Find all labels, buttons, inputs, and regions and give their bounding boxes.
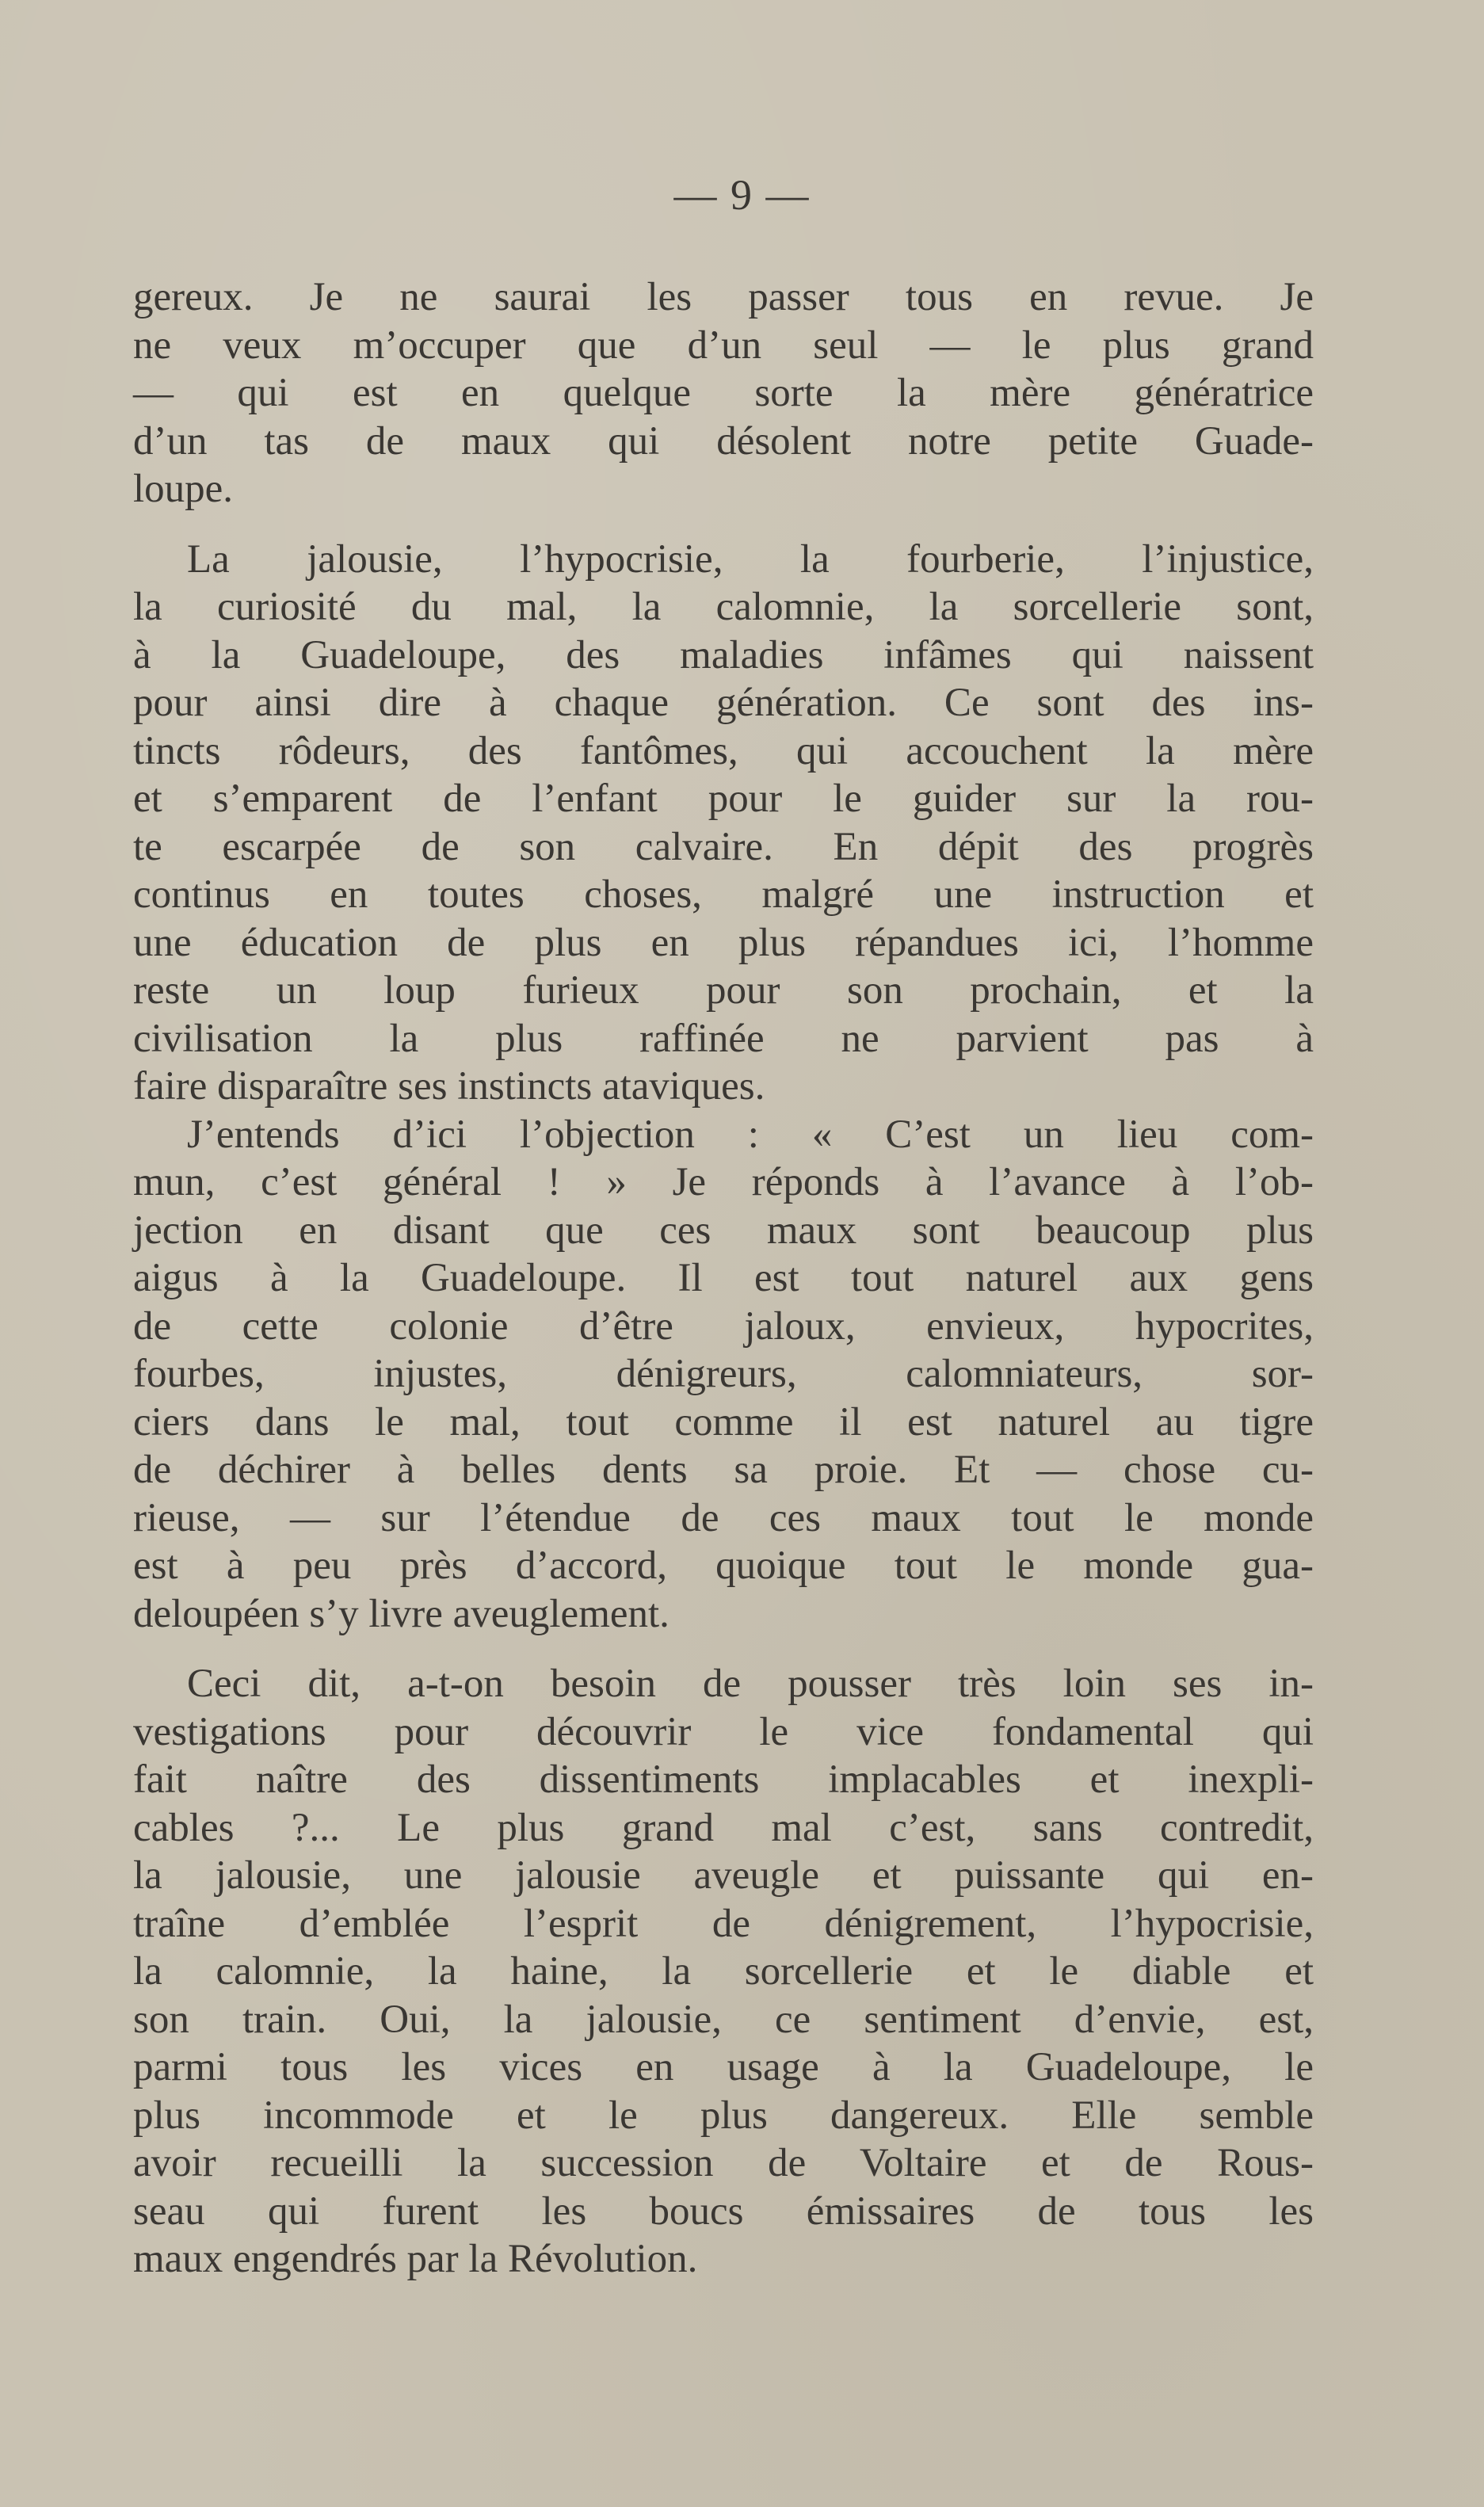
text-line: La jalousie, l’hypocrisie, la fourberie, l’injustice, bbox=[187, 536, 1314, 582]
text-line: faire disparaître ses instincts ataviques. bbox=[133, 1064, 765, 1108]
paragraph bbox=[133, 273, 1314, 513]
text-line: deloupéen s’y livre aveuglement. bbox=[133, 1591, 670, 1636]
text-line: ne veux m’occuper que d’un seul — le plus grand bbox=[133, 322, 1314, 368]
text-line: pour ainsi dire à chaque génération. Ce sont des ins- bbox=[133, 681, 1314, 725]
text-line: cables ?... Le plus grand mal c’est, sans contredit, bbox=[133, 1805, 1314, 1850]
text-line: maux engendrés par la Révolution. bbox=[133, 2237, 698, 2281]
text-line: parmi tous les vices en usage à la Guadeloupe, le bbox=[133, 2045, 1314, 2089]
text-line: jection en disant que ces maux sont beaucoup plus bbox=[133, 1208, 1314, 1253]
text-line: de cette colonie d’être jaloux, envieux, hypocrites, bbox=[133, 1303, 1314, 1349]
text-line: civilisation la plus raffinée ne parvient pas à bbox=[133, 1016, 1314, 1061]
text-line: de déchirer à belles dents sa proie. Et — chose cu- bbox=[133, 1448, 1314, 1492]
text-line: — qui est en quelque sorte la mère génératrice bbox=[133, 371, 1314, 415]
text-line: J’entends d’ici l’objection : « C’est un lieu com- bbox=[187, 1112, 1314, 1157]
text-line: son train. Oui, la jalousie, ce sentiment d’envie, est, bbox=[133, 1997, 1314, 2042]
text-line: ciers dans le mal, tout comme il est naturel au tigre bbox=[133, 1399, 1314, 1444]
text-line: à la Guadeloupe, des maladies infâmes qui naissent bbox=[133, 632, 1314, 677]
text-line: plus incommode et le plus dangereux. Elle semble bbox=[133, 2093, 1314, 2138]
text-line: une éducation de plus en plus répandues ici, l’homme bbox=[133, 920, 1314, 965]
paragraph bbox=[133, 1660, 1314, 2284]
text-line: la calomnie, la haine, la sorcellerie et le diable et bbox=[133, 1949, 1314, 1994]
paragraph bbox=[133, 536, 1314, 1111]
text-line: fait naître des dissentiments implacables et inexpli- bbox=[133, 1757, 1314, 1802]
page-number: — 9 — bbox=[673, 171, 811, 219]
text-line: loupe. bbox=[133, 467, 234, 511]
text-line: Ceci dit, a-t-on besoin de pousser très loin ses in- bbox=[187, 1662, 1314, 1706]
text-line: continus en toutes choses, malgré une instruction et bbox=[133, 872, 1314, 917]
text-line: et s’emparent de l’enfant pour le guider sur la rou- bbox=[133, 777, 1314, 821]
body-text bbox=[133, 273, 1314, 2284]
text-line: seau qui furent les boucs émissaires de tous les bbox=[133, 2188, 1314, 2234]
text-line: d’un tas de maux qui désolent notre petite Guade- bbox=[133, 418, 1314, 464]
paragraph bbox=[133, 1111, 1314, 1639]
text-line: fourbes, injustes, dénigreurs, calomniateurs, sor- bbox=[133, 1352, 1314, 1396]
text-line: rieuse, — sur l’étendue de ces maux tout le monde bbox=[133, 1495, 1314, 1540]
text-line: te escarpée de son calvaire. En dépit des progrès bbox=[133, 824, 1314, 869]
text-line: mun, c’est général ! » Je réponds à l’avance à l’ob- bbox=[133, 1160, 1314, 1204]
text-line: vestigations pour découvrir le vice fondamental qui bbox=[133, 1709, 1314, 1754]
text-line: tincts rôdeurs, des fantômes, qui accouchent la mère bbox=[133, 728, 1314, 773]
text-line: gereux. Je ne saurai les passer tous en revue. Je bbox=[133, 275, 1314, 319]
text-line: la curiosité du mal, la calomnie, la sorcellerie sont, bbox=[133, 585, 1314, 629]
text-line: reste un loup furieux pour son prochain, et la bbox=[133, 968, 1314, 1013]
text-line: aigus à la Guadeloupe. Il est tout naturel aux gens bbox=[133, 1256, 1314, 1300]
text-line: la jalousie, une jalousie aveugle et puissante qui en- bbox=[133, 1853, 1314, 1898]
text-line: avoir recueilli la succession de Voltaire et de Rous- bbox=[133, 2141, 1314, 2185]
text-line: traîne d’emblée l’esprit de dénigrement, l’hypocrisie, bbox=[133, 1901, 1314, 1946]
text-line: est à peu près d’accord, quoique tout le monde gua- bbox=[133, 1544, 1314, 1588]
